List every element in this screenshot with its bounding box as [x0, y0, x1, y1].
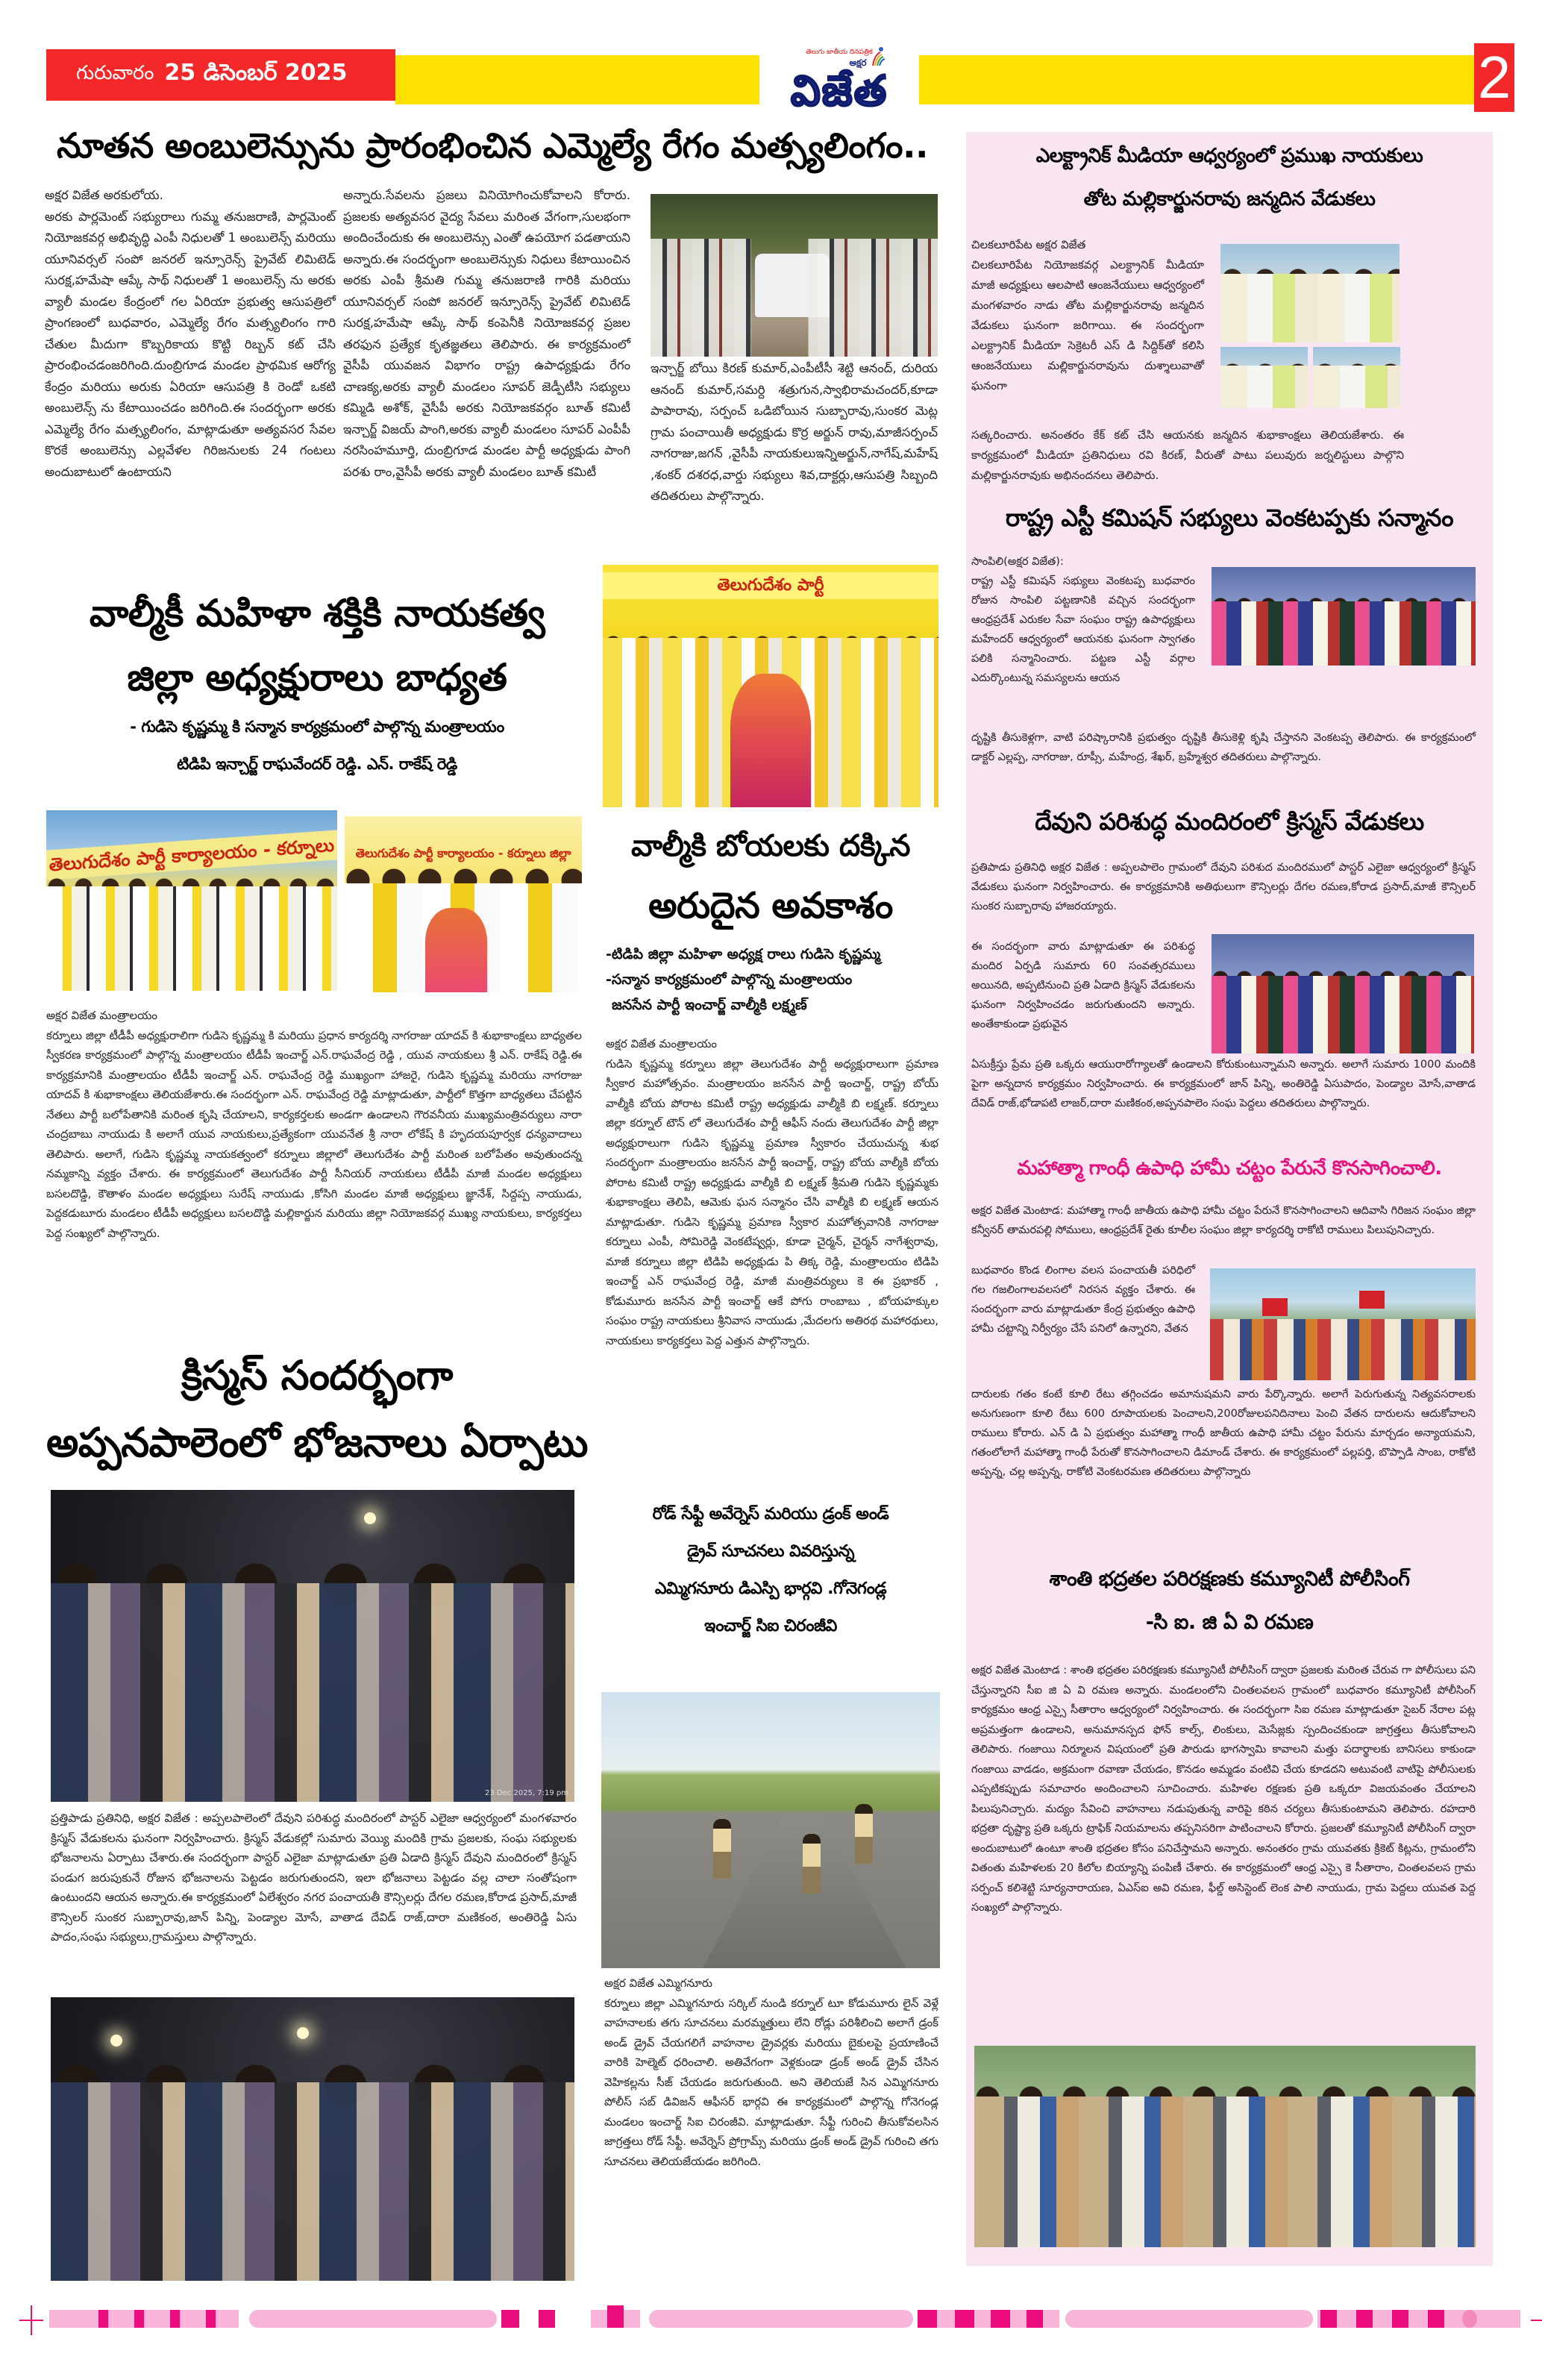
photo-birthday-cake-2: [1313, 347, 1400, 408]
headline-valmiki-boya-line1: వాల్మీకి బోయలకు దక్కిన: [631, 829, 910, 863]
color-strip: [539, 2310, 555, 2328]
color-strip: [1027, 2310, 1043, 2328]
article-ambulance-col3: [651, 358, 938, 507]
weekday: గురువారం: [76, 61, 154, 84]
color-strip: [1320, 2310, 1337, 2328]
subheadline: టిడిపి ఇన్చార్జ్ రాఘవేందర్ రెడ్డి. ఎన్. రాకేష్ రెడ్డి: [177, 755, 457, 773]
article-text: దృష్టికి తీసుకెళ్లగా, వాటి పరిష్కారానికి ప్రభుత్వం దృష్టికి తీసుకెళ్లి కృషి చేస్తానని వెంకటప్ప తెలిపారు. ఈ కార్యక్రమంలో డాక్టర్ ఎల్లప్ప, నాగరాజు, రూప్సీ, మహేంద్ర, శేఖర్, బ్రహ్మేశ్వర తదితరులు పాల్గొన్నారు.: [971, 732, 1476, 763]
person: [425, 908, 487, 992]
byline: చిలకలూరిపేట అక్షర విజేత: [971, 238, 1086, 251]
article-text: రాష్ట్ర ఎస్టీ కమిషన్ సభ్యులు వెంకటప్ప బుధవారం రోజున సాంపిలి పట్టణానికి వచ్చిన సందర్భంగా ఆంధ్రప్రదేశ్ ఎరుకల సేవా సంఘం రాష్ట్ర ఉపాధ్యక్షులు మహేందర్ ఆధ్వర్యంలో ఆయనకు ఘనంగా స్వాగతం పలికి సన్మానించారు. పట్టణ ఎస్టీ వర్గాల ఎదుర్కొంటున్న సమస్యలను ఆయన: [971, 575, 1195, 684]
print-registration-bar: [0, 2305, 1542, 2335]
logo-name: విజేత: [790, 66, 888, 116]
flag: [1262, 1298, 1288, 1316]
headline-line: తోట మల్లికార్జునరావు జన్మదిన వేడుకలు: [1083, 188, 1376, 210]
crowd: [974, 2096, 1476, 2248]
article-church-body-narrow: [971, 937, 1195, 1034]
photo-birthday-main: [1220, 244, 1400, 342]
article-christmas-meals-body: [51, 1809, 577, 1947]
article-text: కర్నూలు జిల్లా ఎమ్మిగనూరు సర్కిల్ నుండి కర్నూల్ టూ కోడుమూరు లైన్ వెళ్లే వాహనాలకు తగు సూచనలు మరమ్మత్తులు లేని రోడ్లు పరిశీలించి అలాగే డ్రంక్ అండ్ డ్రైవ్ చేయగలిగే వాహనాల డ్రైవర్లకు మరియు బైకులపై ప్రయాణించే వారికి హెల్మెట్ ధరించాలి. అతివేగంగా వెళ్లకుండా డ్రంక్ అండ్ డ్రైవ్ చేసిన వెహికల్లను సీజ్ చేయడం జరుగుతుంది. అని తెలియజే సిన ఎమ్మిగనూరు పోలీస్ సబ్ డివిజన్ ఆఫీసర్ భార్గవి ఈ కార్యక్రమంలో పాల్గొన్న గోనెగండ్ల మండలం ఇంచార్జ్ సిఐ చిరంజీవి. మాట్లాడుతూ. సేఫ్టీ గురించి తీసుకోవలసిన జాగ్రత్తలు రోడ్ సేఫ్టీ. అవేర్నెస్ ప్రోగ్రామ్స్ మరియు డ్రంక్ అండ్ డ్రైవ్ గురించి తగు సూచనలు తెలియజేయడం జరిగింది.: [604, 1996, 938, 2168]
party-banner: తెలుగుదేశం పార్టీ కార్యాలయం - కర్నూలు: [46, 830, 337, 880]
article-text: ఈ సందర్భంగా వారు మాట్లాడుతూ ఈ పరిశుద్ధ మందిర ఏర్పడి సుమారు 60 సంవత్సరములు అయినది, అప్పటినుంచి ప్రతి ఏడాది క్రిస్మస్ వేడుకలను ఘనంగా నిర్వహించడం జరుగుతుందని అన్నారు. అంతేకాకుండా ప్రభువైన: [971, 941, 1195, 1030]
article-text: ఏసుక్రీస్తు ప్రేమ ప్రతి ఒక్కరు ఆయురారోగ్యాలతో ఉండాలని కోరుకుంటున్నామని అన్నారు. అలాగే సుమారు 1000 మందికి పైగా అన్నదాన కార్యక్రమం నిర్వహించారు. ఈ కార్యక్రమంలో జాన్ పిన్ని, అంతిరెడ్డి ఏసుపాదం, పెండ్యాల మోసే,వాతాడ దేవిడ్ రాజ్,భోడాపటి లాజర్,దారా మణికంఠ,అప్పనపాలెం సంఘ పెద్దలు తదితరులు పాల్గొన్నారు.: [971, 1059, 1476, 1109]
crowd: [1212, 976, 1474, 1053]
photo-tdp-office-statue: [46, 810, 337, 991]
peacock-icon: [870, 45, 889, 67]
article-text: సత్కరించారు. అనంతరం కేక్ కట్ చేసి ఆయనకు జన్మదిన శుభాకాంక్షలు తెలియజేశారు. ఈ కార్యక్రమంలో మీడియా ప్రతినిధులు రవి కిరణ్, వీరుతో పాటు పలువురు జర్నలిస్టులు పాల్గొని మల్లికార్జునరావుకు అభినందనలు తెలిపారు.: [971, 428, 1404, 482]
article-policing-body: [971, 1661, 1476, 1918]
article-text: అక్షర విజేత మెంటాడ : శాంతి భద్రతల పరిరక్షణకు కమ్యూనిటీ పోలీసింగ్ ద్వారా ప్రజలకు మరింత చేరువ గా పోలీసులు పని చేస్తున్నారని సీఐ జి ఏ వి రమణ అన్నారు. మండలంలోని చింతలవలస గ్రామంలో బుధవారం కమ్యూనిటీ పోలీసింగ్ కార్యక్రమం ఆంధ్ర ఎస్సై సీతారాం ఆధ్వర్యంలో నిర్వహించారు. ఈ సందర్భంగా సిఐ రమణ మాట్లాడుతూ సైబర్ నేరాల పట్ల అప్రమత్తంగా ఉండాలని, అనుమానస్పద ఫోన్ కాల్స్, లింకులు, మెసేజ్లకు స్పందించకుండా జాగ్రత్తలు తీసుకోవాలని తెలిపారు. గంజాయి నిర్మూలన విషయంలో ప్రతి పౌరుడు భాగస్వామి కావాలని మత్తు పదార్థాలకు బానిసలు కాకుండా గంజాయి వాడడం, అక్రమంగా రవాణా చేయడం, కొనడం అమ్మడం వంటివి చేయ కూడదని అటువంటి వాటిపై పోలీసులకు ఎప్పటికప్పుడు సమాచారం అందించాలని సూచించారు. మహిళల రక్షణకు ప్రతి ఒక్కరూ విజయవంతం చేయాలని పిలుపునిచ్చారు. మద్యం సేవించి వాహనాలు నడుపుతున్న వారిపై కఠిన చర్యలు తీసుకుంటామని తెలిపారు. రహదారి భద్రతా దృష్ట్యా ప్రతి ఒక్కరు ట్రాఫిక్ నియమాలను తప్పనిసరిగా పాటించాలని కోరారు. ప్రజలతో కమ్యూనిటీ పోలీసింగ్ ద్వారా అందుబాటులో ఉంటూ శాంతి భద్రతల కోసం పనిచేస్తామని అన్నారు. అనంతరం గ్రామ యువతకు క్రికెట్ కిట్లను, గ్రామంలోని వితంతు మహిళలకు 20 కిలోల బియ్యాన్ని పంపిణీ చేశారు. ఈ కార్యక్రమంలో ఆంధ్ర ఎస్సై కె సీతారాం, చింతలవలస గ్రామ సర్పంచ్ కలిశెట్టి సూర్యనారాయణ, ఏఎస్ఐ అవి రమణ, ఫీల్డ్ అసిస్టెంట్ లెంక పాలి నాయుడు, గ్రామ పెద్దలు యువత పెద్ద సంఖ్యలో పాల్గొన్నారు.: [971, 1665, 1476, 1914]
subheadline-group: [606, 942, 941, 1018]
color-strip: [249, 2310, 497, 2328]
flag: [1359, 1291, 1385, 1309]
photo-christmas-meals-serving: [51, 1490, 574, 1802]
photo-birthday-cake-1: [1220, 347, 1308, 408]
headline-line: ఇంచార్జ్ సిఐ చిరంజీవి: [704, 1617, 837, 1635]
color-strip: [1317, 2310, 1520, 2328]
logo-tagline: తెలుగు జాతీయ దినపత్రిక: [806, 48, 873, 56]
color-strip: [918, 2310, 937, 2328]
yellow-band-right: [919, 55, 1475, 104]
byline: అక్షర విజేత మంత్రాలయం: [606, 1037, 717, 1050]
issue-date: 25 డిసెంబర్ 2025: [164, 59, 348, 86]
color-strip: [1428, 2310, 1444, 2328]
article-text: చిలకలూరిపేట నియోజకవర్గ ఎలక్ట్రానిక్ మీడియా మాజీ అధ్యక్షులు ఆలపాటి ఆంజనేయులు ఆధ్వర్యంలో మంగళవారం నాడు తోట మల్లికార్జునరావు జన్మదిన వేడుకలు ఘనంగా జరిగాయి. ఈ సందర్భంగా ఎలక్ట్రానిక్ మీడియా సెక్రెటరీ ఎస్ డి సిద్దిక్‌తో కలిసి ఆంజనేయులు మల్లికార్జునరావును దుశ్శాలువాతో ఘనంగా: [971, 258, 1204, 392]
headline-line: శాంతి భద్రతల పరిరక్షణకు కమ్యూనిటీ పోలీసింగ్: [1049, 1568, 1410, 1591]
byline: అక్షర విజేత అరకులోయ.: [45, 188, 163, 202]
registration-mark-icon: [1531, 2305, 1542, 2335]
color-strip: [206, 2310, 216, 2328]
party-banner: తెలుగుదేశం పార్టీ కార్యాలయం - కర్నూలు జిల్లా: [355, 846, 571, 860]
color-strip: [501, 2310, 519, 2328]
subheadline: -టిడిపి జిల్లా మహిళా అధ్యక్ష రాలు గుడిసె కృష్ణమ్మ: [606, 946, 881, 962]
headline-st-commission: రాష్ట్ర ఎస్టీ కమిషన్ సభ్యులు వెంకటప్పకు సన్మానం: [1005, 504, 1454, 532]
crowd: [1313, 366, 1400, 408]
photo-road-safety: [601, 1692, 940, 1968]
headline-road-safety: [603, 1496, 938, 1645]
article-text: ప్రతిపాడు ప్రతినిధి అక్షర విజేత : అప్పలపాలెం గ్రామంలో దేవుని పరిశుద మందిరములో పాస్టర్ ఎలైజా ఆధ్వర్యంలో క్రిస్మస్ వేడుకలు ఘనంగా నిర్వహించారు. ఈ కార్యక్రమానికి అతిథులుగా కౌన్సిలర్లు దేగల రమణ,కోరాడ ప్రసాద్,మాజీ కౌన్సిలర్ సుంకర సుబ్బారావు హాజరయ్యారు.: [971, 862, 1476, 912]
crowd: [1210, 1319, 1476, 1381]
color-strip: [607, 2305, 624, 2328]
article-text: దారులకు గతం కంటే కూలి రేటు తగ్గించడం అమానుషమని వారు పేర్కొన్నారు. అలాగే పెరుగుతున్న నిత్యవసరాలకు అనుగుణంగా కూలి రేటు 600 రూపాయలకు పెంచాలని,200రోజులపనిదినాలు పెంచి వేతన దారులను ఆదుకోవాలని రాములు కోరారు. ఎన్ డి ఏ ప్రభుత్వం మహాత్మా గాంధీ జాతీయ ఉపాధి హామీ చట్టం పేరును మార్చడం అన్యాయమని, గతంలోలాగే మహాత్మా గాంధీ పేరుతో కొనసాగించాలని డిమాండ్ చేశారు. ఈ కార్యక్రమంలో పల్లపర్తి, బొప్పాడి సాంబ, రాకోటి అప్పన్న, చల్ల అప్పన్న, రాకోటి వెంకటరమణ తదితరులు పాల్గొన్నారు: [971, 1388, 1476, 1478]
headline-birthday: [966, 134, 1493, 221]
police-officer: [803, 1834, 821, 1894]
police-officer: [855, 1804, 873, 1864]
article-text: గుడిసె కృష్ణమ్మ కర్నూలు జిల్లా తెలుగుదేశం పార్టీ అధ్యక్షురాలుగా ప్రమాణ స్వీకార మహోత్సవం. మంత్రాలయం జనసేన పార్టీ ఇంచార్జ్, రాష్ట్ర బోయ్ వాల్మీకి బోయ పోరాట కమిటీ రాష్ట్ర అధ్యక్షుడు వాల్మీకి బి లక్ష్మణ్. కర్నూలు జిల్లా కర్నూల్ టౌన్ లో తెలుగుదేశం పార్టీ ఆఫీస్ నందు తెలుగుదేశం పార్టీ జిల్లా అధ్యక్షురాలుగా గుడిసె కృష్ణమ్మ ప్రమాణ స్వీకారం చేయుచున్న శుభ సందర్భంగా మంత్రాలయం జనసేన పార్టీ ఇంచార్జ్, రాష్ట్ర బోయ వాల్మీకి బోయ పోరాట కమిటీ రాష్ట్ర అధ్యక్షుడు వాల్మీకి బి లక్ష్మణ్ శ్రీమతి గుడిసె కృష్ణమ్మకు శుభాకాంక్షలు తెలిపి, ఆమెకు ఘన సన్మానం చేసి వాల్మీకి బి లక్ష్మణ్ ఆయన మాట్లాడుతూ. గుడిసె కృష్ణమ్మ ప్రమాణ స్వీకార మహోత్సవానికి నాగరాజు కర్నూలు ఎంపీ, సోమిరెడ్డి వెంకటేష్వర్లు, కూడా చైర్మన్, చైర్మన్ నాగేశ్వరావు, మాజీ కర్నూలు జిల్లా టిడిపి అధ్యక్షుడు పి తిక్క రెడ్డి, మంత్రాలయం టిడిపి ఇంచార్జ్ ఎన్ రాఘవేంద్ర రెడ్డి, మాజీ మంత్రివర్యులు కె ఈ ప్రభాకర్ , కోడుమూరు జనసేన పార్టీ ఇంచార్జ్ ఆకే పోగు రాంబాబు , బోయహక్కుల సంఘం రాష్ట్ర నాయకులు శ్రీనివాస నాయుడు ,మేదలగు అతిరథ మహారథులు, నాయకులు కార్యకర్తలు పెద్ద ఎత్తున పాల్గొన్నారు.: [606, 1056, 938, 1347]
color-strip: [1065, 2310, 1313, 2328]
article-valmiki-body: [46, 1006, 582, 1243]
article-text: కర్నూలు జిల్లా టీడీపీ అధ్యక్షురాలిగా గుడిసె కృష్ణమ్మ కి మరియు ప్రధాన కార్యదర్శి నాగరాజు యాదవ్ కి శుభాకాంక్షలు బాధ్యతల స్వీకరణ కార్యక్రమంలో పాల్గొన్న మంత్రాలయం టీడీపీ ఇంచార్జ్ ఎన్.రాఘవేంద్ర రెడ్డి , యువ నాయకులు శ్రీ ఎన్. రాకేష్ రెడ్డి.ఈ కార్యక్రమానికి మంత్రాలయం టీడీపీ ఇంచార్జ్ ఎన్. రాఘవేంద్ర రెడ్డి ముఖ్యంగా హాజరై, గుడిసె కృష్ణమ్మ మరియు నాగరాజు యాదవ్ కి శుభాకాంక్షలు తెలియజేశారు.ఈ సందర్భంగా ఎన్. రాఘవేంద్ర రెడ్డి మాట్లాడుతూ, పార్టీలో కొత్తగా బాధ్యతలు చేపట్టిన నేతలు పార్టీ బలోపేతానికి మరింత కృషి చేయాలని, కార్యకర్తలకు అండగా ఉండాలని గౌరవనీయ ముఖ్యమంత్రివర్యులు నారా చంద్రబాబు నాయుడు కి అలాగే యువ నాయకులు,ప్రత్యేకంగా యువనేత శ్రీ నారా లోకేష్ కి హృదయపూర్వక ధన్యవాదాలు తెలిపారు. అలాగే, గుడిసె కృష్ణమ్మ నాయకత్వంలో కర్నూలు జిల్లాలో తెలుగుదేశం పార్టీ మరింత బలోపేతం అవుతుందన్న నమ్మకాన్ని వ్యక్తం చేశారు. ఈ కార్యక్రమంలో తెలుగుదేశం పార్టీ సీనియర్ నాయకులు టీడీపీ మాజీ మండల అధ్యక్షులు బసలదొడ్డి, కౌతాళం మండల అధ్యక్షులు సురేష్ నాయుడు ,కోసిగి మండల మాజీ అధ్యక్షులు జ్ఞానేశ్, సిద్దప్ప నాయుడు, పెద్దకడుబూరు మండలం టీడీపీ అధ్యక్షులు బసలదొడ్డి మల్లికార్జున మరియు జిల్లా నియోజకవర్గ ముఖ్య నాయకులు, కార్యకర్తలు పెద్ద సంఖ్యలో పాల్గొన్నారు.: [46, 1028, 582, 1240]
crowd: [1220, 366, 1308, 408]
headline-line: రోడ్ సేఫ్టీ అవేర్నెస్ మరియు డ్రంక్ అండ్: [652, 1505, 889, 1523]
byline: అక్షర విజేత ఎమ్మిగనూరు: [604, 1976, 713, 1990]
headline-line: డ్రైవ్ సూచనలు వివరిస్తున్న: [687, 1542, 854, 1561]
photo-felicitation: [345, 816, 582, 992]
light: [110, 2035, 122, 2047]
article-text: అరకు పార్లమెంట్ సభ్యురాలు గుమ్మ తనుజరాణి, పార్లమెంట్ నియోజకవర్గ అభివృద్ధి ఎంపీ నిధులతో 1 అంబులెన్స్ మరియు యూనివర్సల్ సంపో జనరల్ ఇన్సూరెన్స్ ప్రైవేట్ లిమిటెడ్ సురక్ష,హమేషా ఆప్కే సాథ్ నిధులతో 1 అంబులెన్స్ ను అరకు వ్యాలీ మండల కేంద్రంలో గల ఏరియా ప్రభుత్వ ఆసుపత్రిలో ప్రాంగణంలో బుధవారం, ఎమ్మెల్యే రేగం మత్స్యలింగం గారి చేతుల మీదుగా కొబ్బరికాయ కొట్టి రిబ్బన్ కట్ చేసి ప్రారంభించడంజరిగింది.దుంబ్రిగూడ మండల ప్రాథమిక ఆరోగ్య కేంద్రం మరియు అరుకు ఏరియా ఆసుపత్రి కి రెండో ఒకటి అంబులెన్స్ ను కేటాయించడం జరిగింది.ఈ సందర్భంగా అరకు ఎమ్మెల్యే రేగం మత్స్యలింగం, మాట్లాడుతూ అత్యవసర సేవల కొరకే అంబులెన్సు ఎల్లవేళల గిరిజనులకు 24 గంటలు అందుబాటులో ఉంటాయని: [45, 209, 336, 479]
person: [730, 674, 811, 807]
light: [297, 2027, 309, 2039]
article-text: బుధవారం కొండ లింగాల వలస పంచాయతీ పరిధిలో గల గజలింగాలవలసలో నిరసన వ్యక్తం చేశారు. ఈ సందర్భంగా వారు మాట్లాడుతూ కేంద్ర ప్రభుత్వం ఉపాధి హామీ చట్టాన్ని నిర్వీర్యం చేసే పనిలో ఉన్నారని, వేతన: [971, 1265, 1195, 1335]
color-strip: [134, 2310, 144, 2328]
byline: అక్షర విజేత మంత్రాలయం: [46, 1009, 157, 1022]
article-mgnrega-body-wide: [971, 1385, 1476, 1482]
article-road-safety-body: [604, 1973, 938, 2171]
headline-valmiki-boya-line2: అరుదైన అవకాశం: [648, 885, 893, 927]
subheadline: - గుడిసె కృష్ణమ్మ కి సన్మాన కార్యక్రమంలో పాల్గొన్న మంత్రాలయం: [130, 718, 504, 736]
article-text: ఇన్చార్జ్ బోయి కిరణ్ కుమార్,ఎంపీటీసీ శెట్టి ఆనంద్, దురియ ఆనంద్ కుమార్,సమర్ది శత్రుగున,స్వాభిరామచందర్,కూడా పాపారావు, సర్పంచ్ ఒడిబోయిన సుబ్బారావు,సుంకర మెట్ల గ్రామ పంచాయితీ అధ్యక్షుడు కొర్ర అర్జున్ రావు,మాజీసర్పంచ్ నాగరాజు,జగన్ ,వైసీపీ నాయకులుఇన్నిఅర్జున్,నాగేష్,మహేష్ ,శంకర్ దశరధ,వార్డు సభ్యులు శివ,దాక్టర్లు,ఆసుపత్రి సిబ్బంది తదితరులు పాల్గొన్నారు.: [651, 361, 938, 503]
registration-mark-icon: [19, 2305, 43, 2335]
headline-church-christmas: దేవుని పరిశుద్ధ మందిరంలో క్రిస్మస్ వేడుకలు: [1035, 807, 1424, 836]
headline-community-policing: [966, 1558, 1493, 1644]
crowd: [51, 2082, 574, 2281]
article-st-commission-body: [971, 552, 1195, 688]
color-strip: [649, 2310, 913, 2328]
crowd: [651, 239, 938, 357]
light: [364, 1512, 376, 1524]
article-mgnrega-body-top: [971, 1201, 1476, 1240]
headline-line: ఎమ్మిగనూరు డిఎస్పి భార్గవి .గోనెగండ్ల: [654, 1579, 887, 1598]
photo-mgnrega-protest: [1210, 1268, 1476, 1380]
color-strip: [1356, 2310, 1373, 2328]
party-banner: తెలుగుదేశం పార్టీ: [603, 572, 938, 599]
color-strip: [1392, 2310, 1408, 2328]
photo-st-commission: [1212, 567, 1476, 666]
article-text: అన్నారు.సేవలను ప్రజలు వినియోగించుకోవాలని కోరారు. ప్రజలకు అత్యవసర వైద్య సేవలు మరింత వేగంగా,సులభంగా అందించేందుకు ఈ అంబులెన్సు ఎంతో ఉపయోగ పడతాయని అన్నారు.ఈ సందర్భంగా అంబులెన్సుకు నిధులు కేటాయించిన అరకు ఎంపీ శ్రీమతి గుమ్మ తనుజరాణి గారికి మరియు యూనివర్సల్ సంపో జనరల్ ఇన్సూరెన్స్ ప్రైవేట్ లిమిటెడ్ సురక్ష,హమేషా ఆప్కే సాథ్ కంపెనీకి నియోజకవర్గ ప్రజల తరఫున ప్రత్యేక కృతజ్ఞతలు తెలిపారు. ఈ కార్యక్రమంలో వైసీపీ యువజన విభాగం రాష్ట్ర ఉపాధ్యక్షుడు రేగం చాణక్య,అరకు వ్యాలీ మండలం సూపర్ జెడ్పీటీసి సభ్యులు కమ్మిడి అశోక్, వైసీపీ అరకు నియోజకవర్గం బూత్ కమిటీ ఇన్చార్జ్ విజయ్ పాంగి,అరకు వ్యాలీ మండలం సూపర్ ఎంపీపీ నరసింహమూర్తి, దుంబ్రిగూడ మండల పార్టీ అధ్యక్షుడు పాంగి పరశు రాం,వైసీపీ అరకు వ్యాలీ మండలం బూత్ కమిటీ: [343, 188, 630, 479]
article-text: అక్షర విజేత మెంటాడ: మహాత్మా గాంధీ జాతీయ ఉపాధి హామీ చట్టం పేరునే కొనసాగించాలని ఆదివాసి గిరిజన సంఘం జిల్లా కన్వీనర్ తామరపల్లి సోములు, ఆంధ్రప్రదేశ్ రైతు కూలీల సంఘం జిల్లా కార్యదర్శి రాకోటి రాములు పిలుపునిచ్చారు.: [971, 1205, 1476, 1236]
article-church-body-wide: [971, 1055, 1476, 1113]
photo-timestamp: 23 Dec 2025, 7:19 pm: [485, 1789, 568, 1797]
photo-community-policing: [974, 2046, 1476, 2247]
date-banner: [46, 49, 395, 101]
headline-christmas-meals-line2: అప్పనపాలెంలో భోజనాలు ఏర్పాటు: [46, 1419, 588, 1466]
photo-christmas-meals-crowd: [51, 1997, 574, 2281]
logo-prefix: అక్షర: [849, 57, 867, 68]
headline-christmas-meals-line1: క్రిస్మస్ సందర్భంగా: [181, 1352, 453, 1399]
article-text: ప్రత్తిపాడు ప్రతినిధి, అక్షర విజేత : అప్పలపాలెంలో దేవుని పరిశుద్ధ మందిరంలో పాస్టర్ ఎలైజా ఆధ్వర్యంలో మంగళవారం క్రిస్మస్ వేడుకలను ఘనంగా నిర్వహించారు. క్రిస్మస్ వేడుకల్లో సుమారు వెయ్యి మందికి గ్రామ ప్రజలకు, సంఘ సభ్యులకు భోజనాలను ఏర్పాటు చేశారు.ఈ సందర్భంగా పాస్టర్ ఎలైజా మాట్లాడుతూ ప్రతి ఏడాది క్రిస్మస్ దేవుని మందిరంలో క్రిస్మస్ పండుగ జరుపుకునే రోజున భోజనాలను పెట్టడం జరుగుతుందని, ఇలా భోజనాలు పెట్టడం వల్ల చాలా సంతోషంగా ఉంటుందని ఆయన అన్నారు.ఈ కార్యక్రమంలో ఏలేశ్వరం నగర పంచాయతీ కౌన్సిలర్లు దేగల రమణ,కోరాడ ప్రసాద్,మాజీ కౌన్సిలర్ సుంకర సుబ్బారావు,జాన్ పిన్ని, పెండ్యాల మోసే, వాతాడ దేవిడ్ రాజ్,దారా మణికంఠ, అంతిరెడ్డి ఏసు పాదం,సంఘ సభ్యులు,గ్రామస్తులు పాల్గొన్నారు.: [51, 1811, 577, 1944]
newspaper-logo: [759, 40, 919, 119]
photo-valmiki-boya-felicitation: [603, 565, 938, 807]
byline: సాంపిలి(అక్షర విజేత):: [971, 556, 1064, 568]
photo-ambulance-launch: [651, 194, 938, 357]
article-valmiki-boya-body: [606, 1034, 938, 1350]
headline-ambulance: నూతన అంబులెన్సును ప్రారంభించిన ఎమ్మెల్యే రేగం మత్స్యలింగం..: [57, 125, 928, 166]
headline-line: -సి ఐ. జి ఏ వి రమణ: [1145, 1611, 1314, 1634]
article-ambulance-col2: [343, 185, 630, 483]
headline-valmiki-line2: జిల్లా అధ్యక్షురాలు బాధ్యత: [127, 656, 507, 699]
article-st-commission-body-wide: [971, 728, 1476, 767]
police-officer: [713, 1819, 731, 1879]
article-birthday-body-wide: [971, 425, 1404, 486]
subheadline: జనసేన పార్టీ ఇంచార్జ్ వాల్మీకి లక్ష్మణ్: [612, 997, 807, 1013]
headline-valmiki-line1: వాల్మీకీ మహిళా శక్తికి నాయకత్వ: [89, 592, 545, 635]
article-birthday-body: [971, 235, 1204, 396]
crowd: [1220, 274, 1400, 342]
article-mgnrega-body-narrow: [971, 1261, 1195, 1338]
color-strip: [170, 2310, 180, 2328]
headline-line: ఎలక్ట్రానిక్ మీడియా ఆధ్వర్యంలో ప్రముఖ నాయకులు: [1035, 145, 1423, 167]
crowd: [1212, 601, 1476, 666]
color-strip: [955, 2310, 974, 2328]
yellow-band-left: [395, 55, 759, 104]
page-number: 2: [1474, 43, 1514, 112]
crowd: [46, 886, 337, 991]
color-strip: [1462, 2310, 1477, 2328]
photo-church-christmas: [1212, 934, 1474, 1053]
color-strip: [98, 2310, 108, 2328]
color-strip: [991, 2310, 1010, 2328]
crowd: [51, 1583, 574, 1802]
article-ambulance-col1: [45, 185, 336, 483]
headline-mgnrega: మహాత్మా గాంధీ ఉపాధి హామీ చట్టం పేరునే కొనసాగించాలి.: [1017, 1157, 1442, 1180]
article-church-body-top: [971, 858, 1476, 916]
subheadline: -సన్మాన కార్యక్రమంలో పాల్గొన్న మంత్రాలయం: [606, 971, 853, 988]
